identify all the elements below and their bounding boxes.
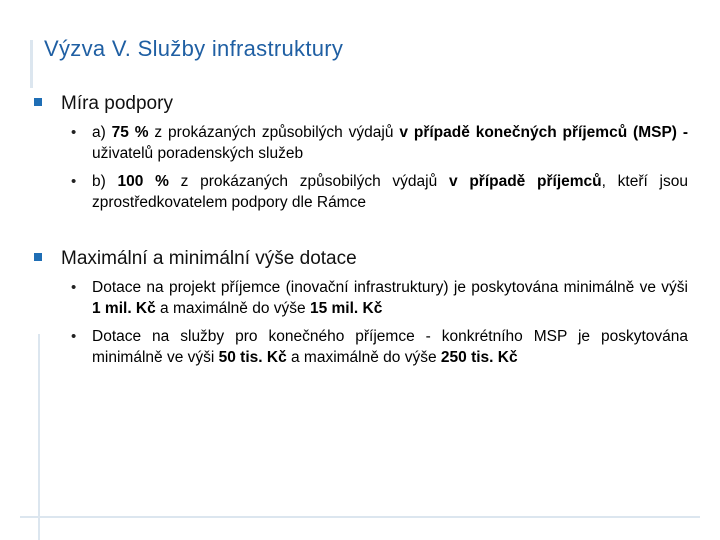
sub-list-vyse-dotace: [71, 277, 688, 368]
item-bold-text: v případě příjemců: [448, 173, 602, 190]
item-text: b): [92, 173, 118, 190]
item-bold-text: 100 %: [117, 173, 169, 190]
title-accent-line: [30, 40, 33, 88]
list-item: [71, 326, 688, 368]
item-bold-text: 75 %: [111, 124, 149, 141]
section-heading: Maximální a minimální výše dotace: [61, 248, 357, 269]
bullet-vyse-dotace: [34, 247, 694, 271]
item-bold-text: 250 tis. Kč: [440, 349, 518, 366]
slide-title: Výzva V. Služby infrastruktury: [44, 36, 344, 61]
dot-bullet-icon: •: [71, 279, 77, 296]
list-item: [71, 171, 688, 213]
item-text: z prokázaných způsobilých výdajů: [168, 173, 449, 190]
square-bullet-icon: [34, 253, 42, 261]
item-text: z prokázaných způsobilých výdajů: [148, 124, 400, 141]
bullet-mira-podpory: [34, 92, 694, 116]
dot-bullet-icon: •: [71, 173, 77, 190]
list-item: [71, 277, 688, 319]
item-text: Dotace na projekt příjemce (inovační infrastruktury) je poskytována minimálně ve výši: [92, 279, 688, 296]
square-bullet-icon: [34, 98, 42, 106]
slide-content: [34, 92, 694, 375]
item-text: Dotace na služby pro konečného příjemce - konkrétního MSP je poskytována minimálně ve výši: [92, 328, 688, 366]
item-bold-text: 15 mil. Kč: [309, 300, 383, 317]
item-text: a): [92, 124, 112, 141]
sub-list-mira-podpory: [71, 122, 688, 213]
dot-bullet-icon: •: [71, 124, 77, 141]
item-text: , kteří jsou zprostředkovatelem podpory dle Rámce: [92, 173, 688, 211]
section-heading: Míra podpory: [61, 93, 173, 114]
item-bold-text: 50 tis. Kč: [218, 349, 287, 366]
item-text: a maximálně do výše: [155, 300, 310, 317]
item-text: a maximálně do výše: [286, 349, 441, 366]
item-text: uživatelů poradenských služeb: [92, 145, 304, 162]
dot-bullet-icon: •: [71, 328, 77, 345]
item-bold-text: v případě konečných příjemců (MSP) -: [399, 124, 688, 141]
list-item: [71, 122, 688, 164]
decorative-vertical-line: [38, 334, 40, 540]
decorative-horizontal-line: [20, 516, 700, 518]
item-bold-text: 1 mil. Kč: [92, 300, 156, 317]
